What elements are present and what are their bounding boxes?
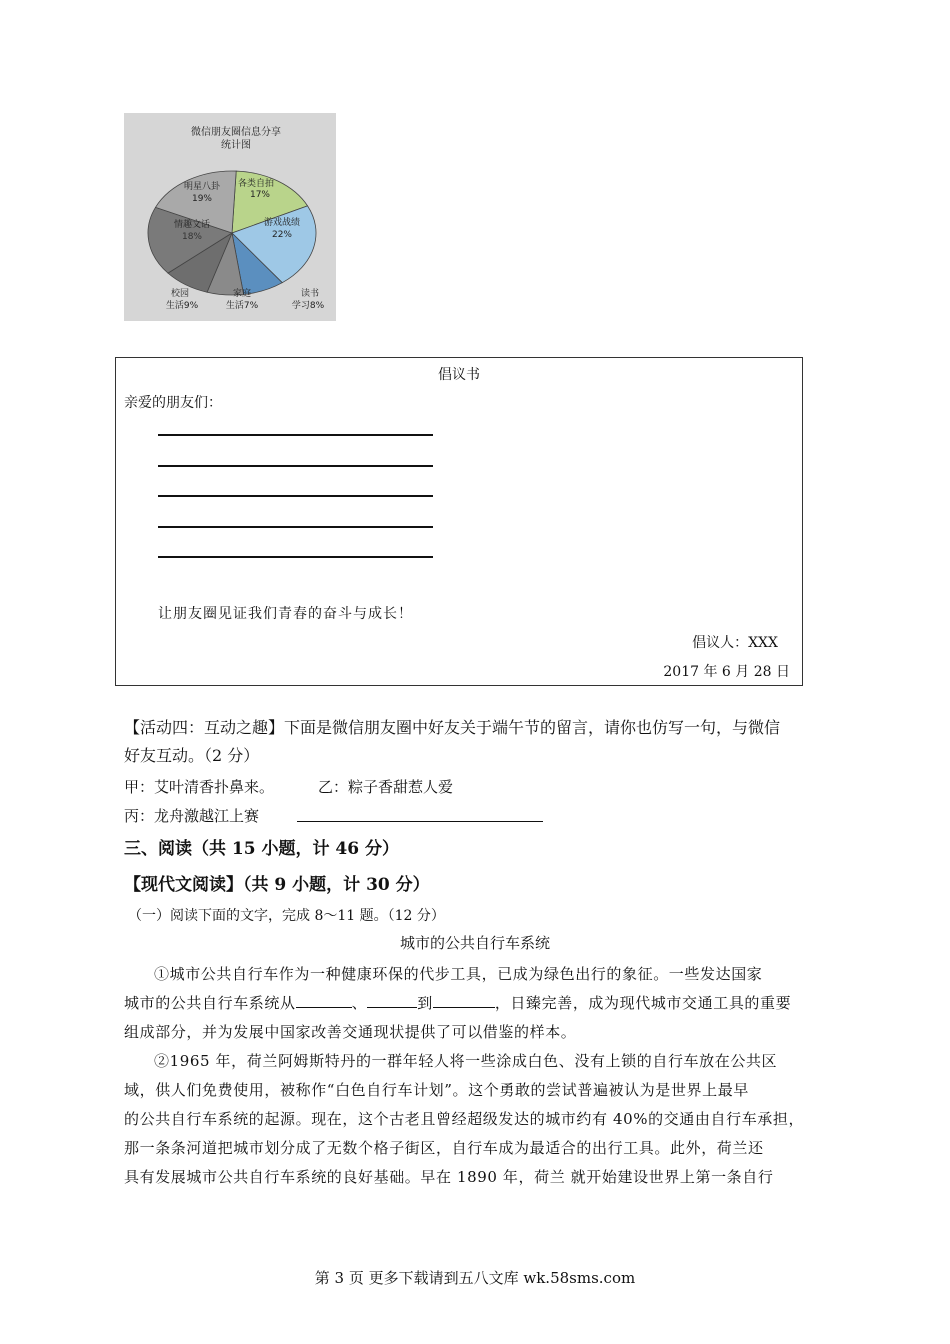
paragraph-2-line-5: 具有发展城市公共自行车系统的良好基础。早在 1890 年，荷兰 就开始建设世界上第一条自行 xyxy=(124,1168,774,1186)
p1-l2-part-c: 到 xyxy=(417,994,433,1012)
label-read-b: 学习8% xyxy=(291,301,325,311)
pie-chart xyxy=(124,113,336,321)
label-game: 游戏战绩 xyxy=(263,218,301,228)
activity4-line-c: 丙：龙舟激越江上赛 xyxy=(124,807,260,825)
answer-line-1[interactable] xyxy=(158,434,433,436)
fill-blank-3[interactable] xyxy=(433,993,495,1008)
proposal-slogan: 让朋友圈见证我们青春的奋斗与成长！ xyxy=(158,606,413,622)
section3-heading: 三、阅读（共 15 小题，计 46 分） xyxy=(124,839,399,859)
answer-line-4[interactable] xyxy=(158,526,433,528)
pie-chart-svg xyxy=(124,113,336,321)
label-selfie-pct: 17% xyxy=(249,190,271,200)
proposal-date: 2017 年 6 月 28 日 xyxy=(663,664,790,680)
label-selfie: 各类自拍 xyxy=(237,179,275,189)
proposal-greeting: 亲爱的朋友们： xyxy=(124,395,222,411)
proposal-signer: 倡议人：XXX xyxy=(692,635,778,651)
activity4-intro-line1: 【活动四：互动之趣】下面是微信朋友圈中好友关于端午节的留言，请你也仿写一句，与微信 xyxy=(124,718,781,737)
paragraph-2-line-3: 的公共自行车系统的起源。现在，这个古老且曾经超级发达的城市约有 40%的交通由自行车承担， xyxy=(124,1110,805,1128)
activity4-line-b: 乙：粽子香甜惹人爱 xyxy=(318,778,454,796)
page-footer: 第 3 页 更多下载请到五八文库 wk.58sms.com xyxy=(314,1269,636,1287)
label-star-pct: 19% xyxy=(191,194,213,204)
answer-line-3[interactable] xyxy=(158,495,433,497)
label-misc: 情趣文话 xyxy=(173,220,211,230)
label-campus-b: 生活9% xyxy=(165,301,199,311)
paragraph-1-line-3: 组成部分，并为发展中国家改善交通现状提供了可以借鉴的样本。 xyxy=(124,1023,577,1041)
article-title: 城市的公共自行车系统 xyxy=(399,934,550,952)
label-star: 明星八卦 xyxy=(183,182,221,192)
fill-blank-1[interactable] xyxy=(296,993,352,1008)
paragraph-1-line-2 xyxy=(124,989,830,1018)
proposal-box xyxy=(115,357,803,686)
chart-title-line1: 微信朋友圈信息分享 xyxy=(191,127,281,138)
label-family-a: 家庭 xyxy=(232,289,252,299)
chart-title-line2: 统计图 xyxy=(221,140,251,151)
paragraph-1-line-1: ①城市公共自行车作为一种健康环保的代步工具，已成为绿色出行的象征。一些发达国家 xyxy=(154,965,763,983)
label-read-a: 读书 xyxy=(300,289,320,299)
label-family-b: 生活7% xyxy=(225,301,259,311)
activity4-intro-line2: 好友互动。（2 分） xyxy=(124,746,260,765)
answer-line-5[interactable] xyxy=(158,556,433,558)
answer-line-2[interactable] xyxy=(158,465,433,467)
proposal-title: 倡议书 xyxy=(438,367,480,383)
p1-l2-part-b: 、 xyxy=(351,994,368,1012)
paragraph-2-line-2: 域，供人们免费使用，被称作“白色自行车计划”。这个勇敢的尝试普遍被认为是世界上最早 xyxy=(124,1081,749,1099)
label-misc-pct: 18% xyxy=(181,232,203,242)
activity4-line-a: 甲：艾叶清香扑鼻来。 xyxy=(124,778,275,796)
paragraph-2-line-4: 那一条条河道把城市划分成了无数个格子街区，自行车成为最适合的出行工具。此外，荷兰还 xyxy=(124,1139,764,1157)
p1-l2-part-d: ，日臻完善，成为现代城市交通工具的重要 xyxy=(494,994,792,1012)
paragraph-2-line-1: ②1965 年，荷兰阿姆斯特丹的一群年轻人将一些涂成白色、没有上锁的自行车放在公共区 xyxy=(154,1052,778,1070)
p1-l2-part-a: 城市的公共自行车系统从 xyxy=(124,994,296,1012)
label-game-pct: 22% xyxy=(271,230,293,240)
activity4-answer-line[interactable] xyxy=(297,821,543,822)
fill-blank-2[interactable] xyxy=(367,993,417,1008)
reading-instruction: （一）阅读下面的文字，完成 8～11 题。（12 分） xyxy=(128,908,445,924)
modern-reading-heading: 【现代文阅读】（共 9 小题，计 30 分） xyxy=(124,875,430,895)
label-campus-a: 校园 xyxy=(170,289,190,299)
